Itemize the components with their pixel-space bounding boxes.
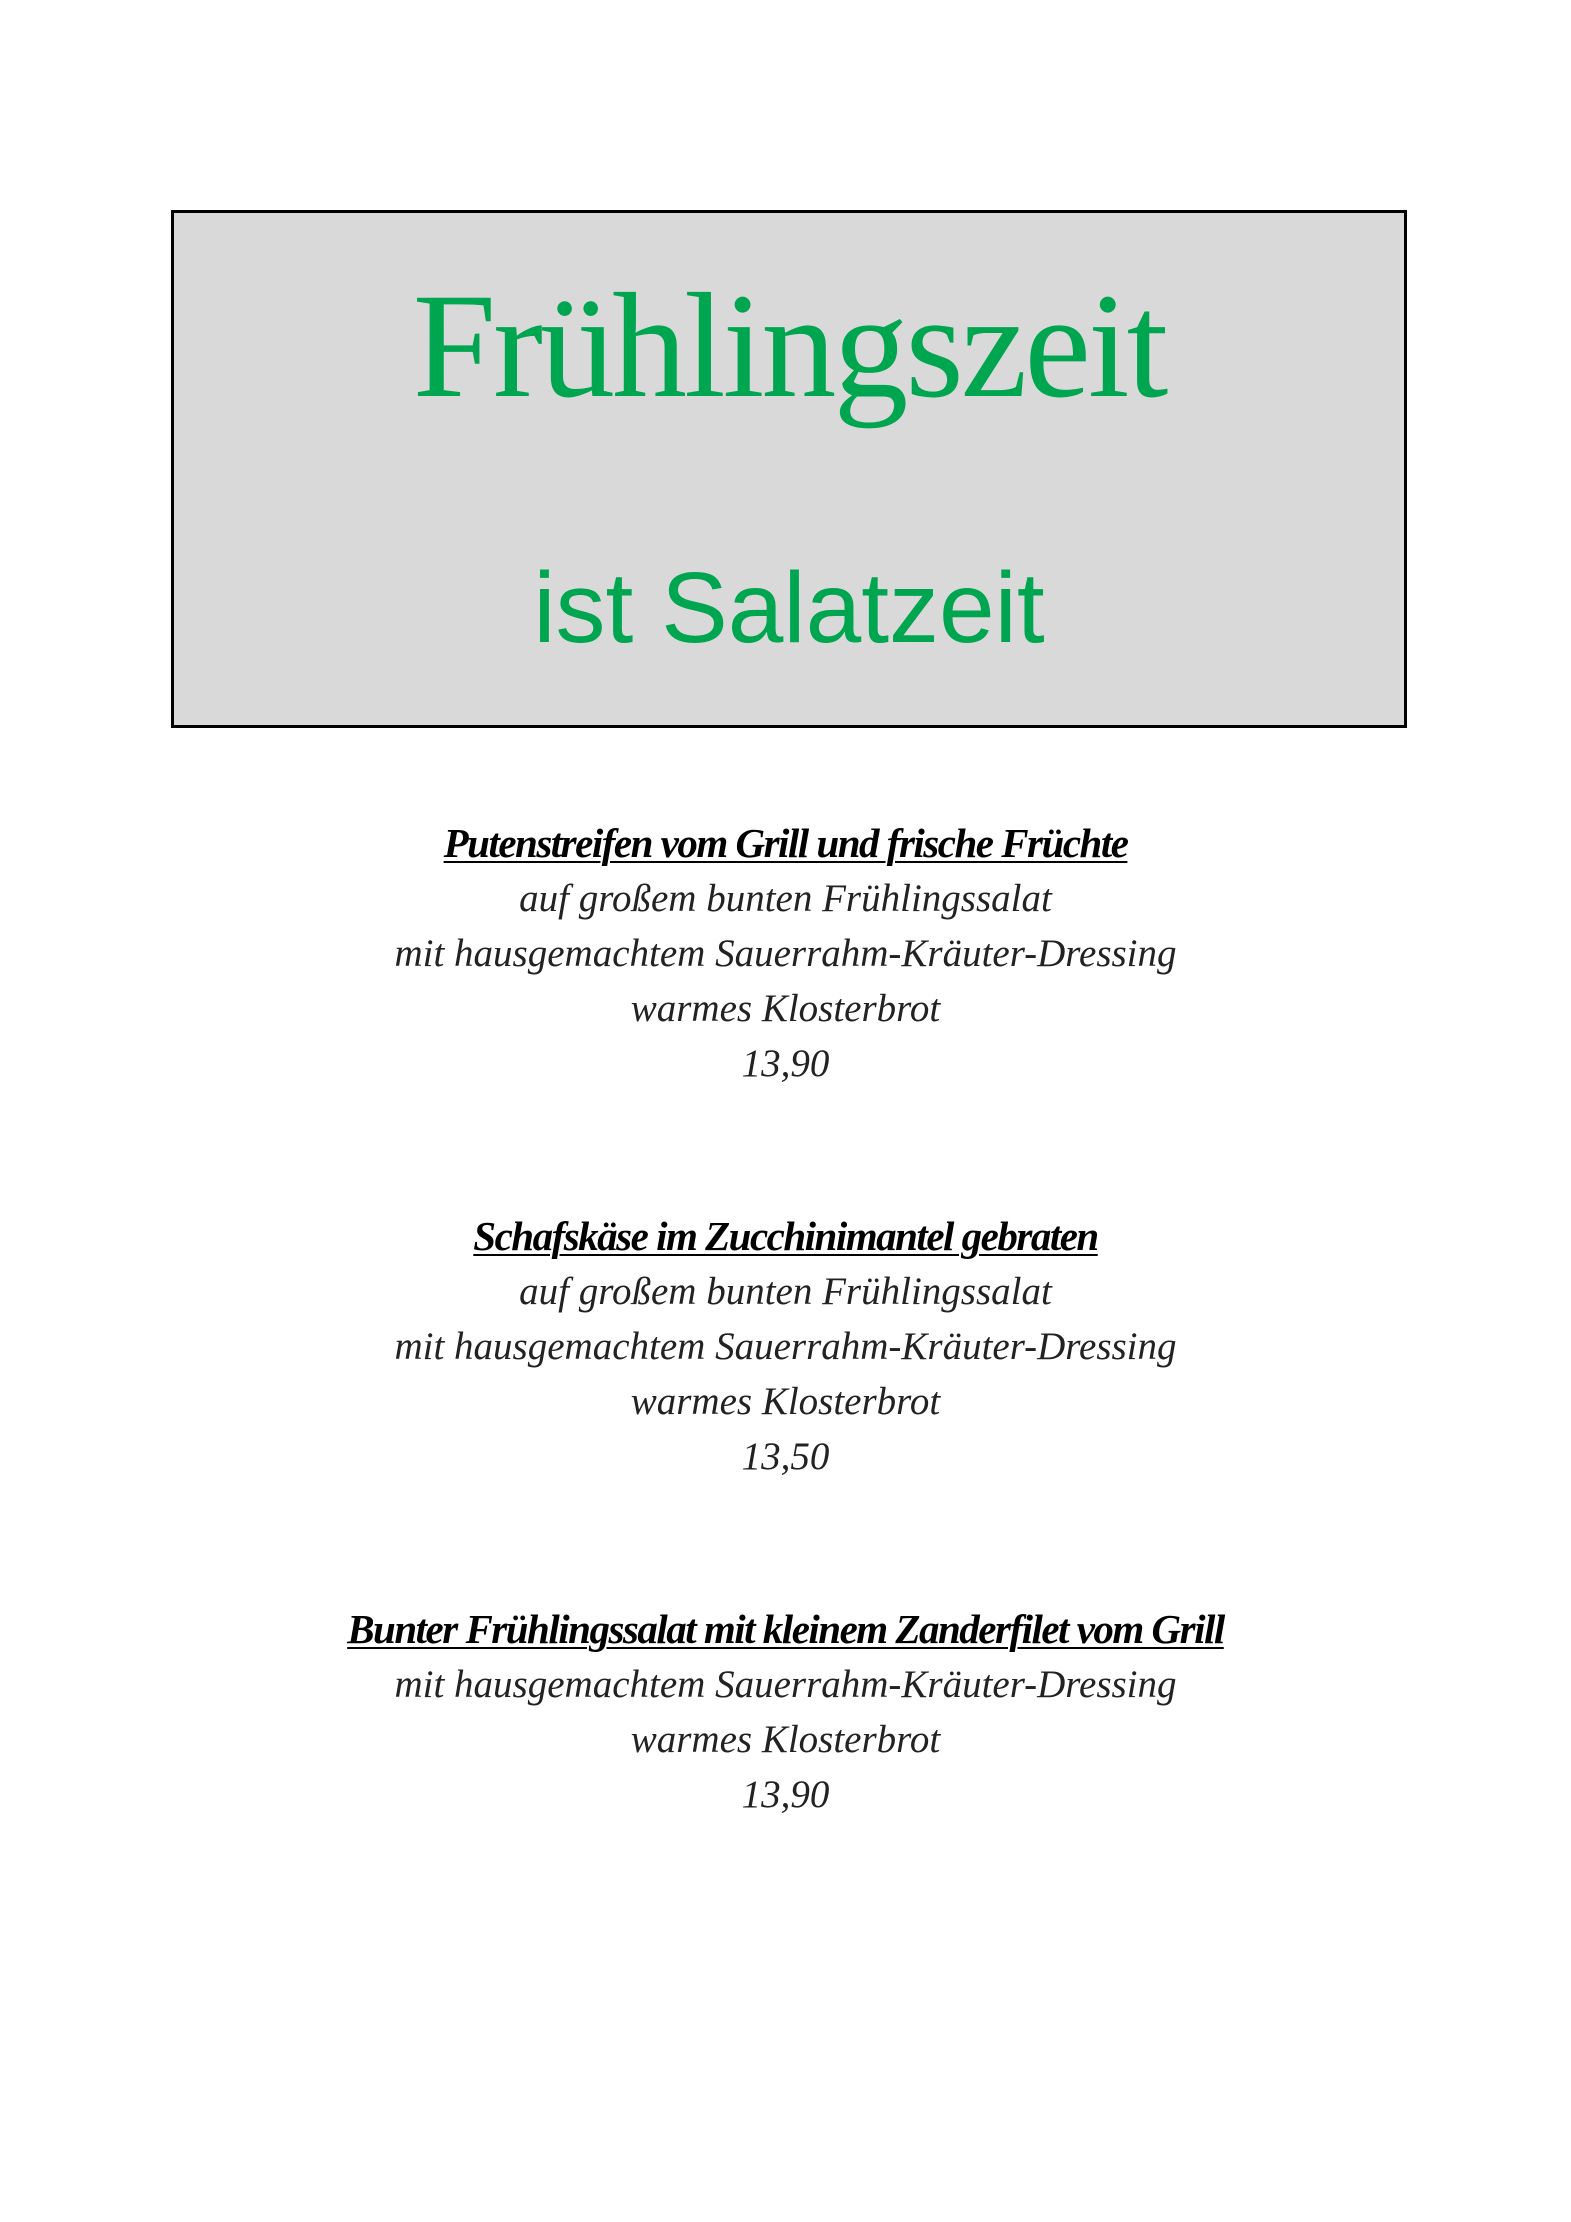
dish-name: Putenstreifen vom Grill und frische Früchte (443, 820, 1128, 866)
dish-description-line: auf großem bunten Frühlingssalat (519, 1270, 1052, 1313)
dish-description-line: warmes Klosterbrot (630, 1380, 941, 1423)
dish-description-line: mit hausgemachtem Sauerrahm-Kräuter-Dressing (394, 1325, 1177, 1368)
page-subtitle: ist Salatzeit (533, 552, 1045, 664)
dish-description-line: mit hausgemachtem Sauerrahm-Kräuter-Dressing (394, 932, 1177, 975)
dish-price: 13,50 (741, 1435, 830, 1478)
menu-item-2 (0, 1208, 1571, 1484)
dish-description-line: mit hausgemachtem Sauerrahm-Kräuter-Dressing (394, 1663, 1177, 1706)
dish-description-line: warmes Klosterbrot (630, 1718, 941, 1761)
dish-description-line: auf großem bunten Frühlingssalat (519, 877, 1052, 920)
dish-description-line: warmes Klosterbrot (630, 987, 941, 1030)
dish-price: 13,90 (741, 1042, 830, 1085)
dish-name: Schafskäse im Zucchinimantel gebraten (473, 1213, 1098, 1259)
dish-name: Bunter Frühlingssalat mit kleinem Zanderfilet vom Grill (347, 1606, 1224, 1652)
menu-item-1 (0, 815, 1571, 1091)
page-title: Frühlingszeit (412, 263, 1166, 429)
dish-price: 13,90 (741, 1773, 830, 1816)
menu-item-3 (0, 1601, 1571, 1822)
header-box (171, 210, 1407, 728)
